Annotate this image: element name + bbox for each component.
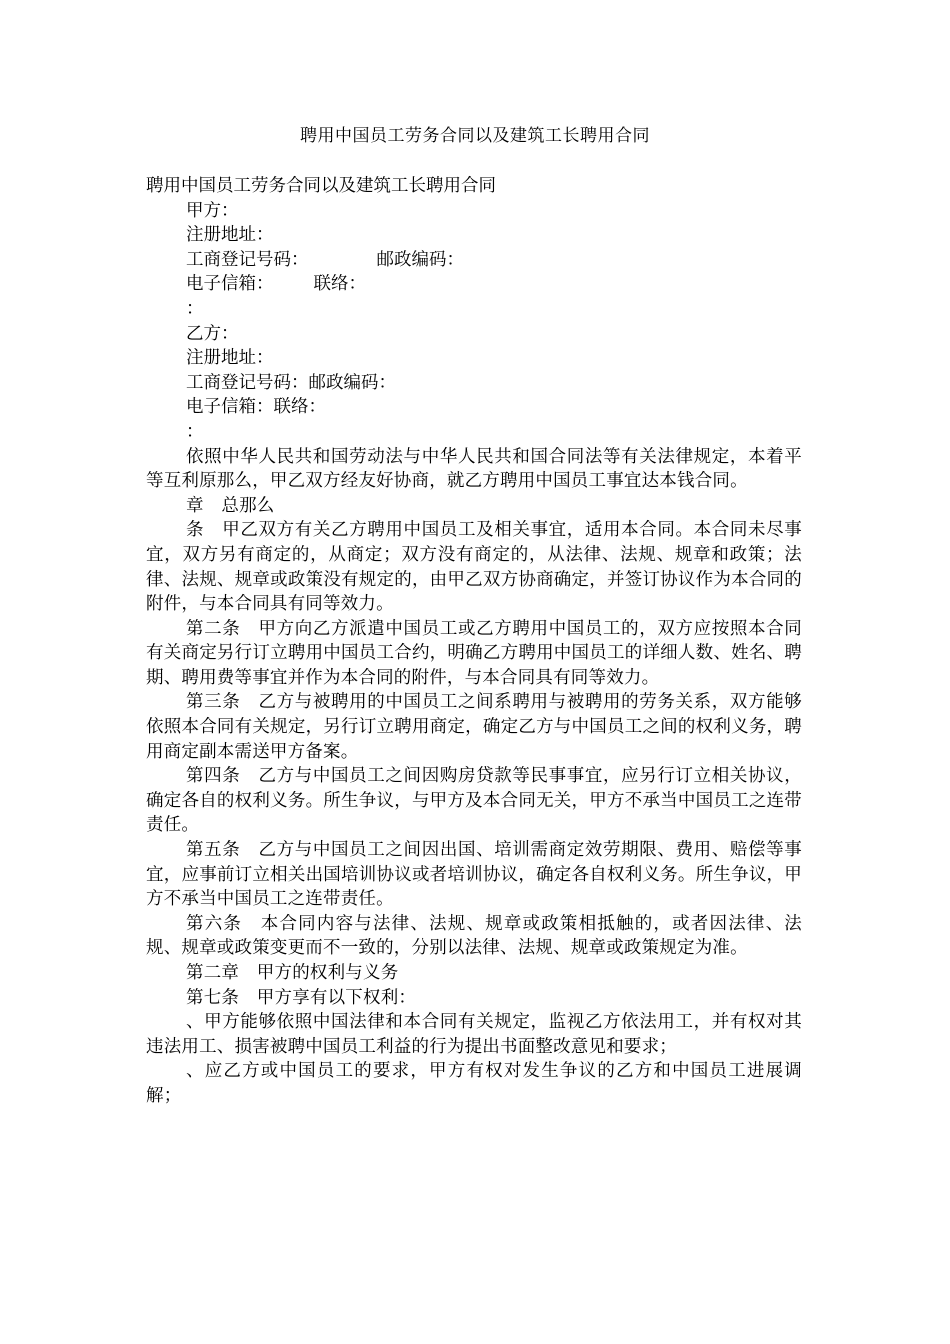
party-a-contact: 联络： — [313, 274, 366, 295]
party-b-label: 乙方： — [186, 323, 239, 344]
party-a-reg-no: 工商登记号码： — [186, 249, 309, 270]
party-a-colon: ： — [186, 298, 204, 319]
article-3: 第三条 乙方与被聘用的中国员工之间系聘用与被聘用的劳务关系，双方能够依照本合同有关规定，另行订立聘用商定，确定乙方与中国员工之间的权利义务，聘用商定副本需送甲方备案。 — [146, 692, 802, 762]
article-6: 第六条 本合同内容与法律、法规、规章或政策相抵触的，或者因法律、法规、规章或政策变更而不一致的，分别以法律、法规、规章或政策规定为准。 — [146, 913, 802, 959]
article-7-item-1: 、甲方能够依照中国法律和本合同有关规定，监视乙方依法用工，并有权对其违法用工、损害被聘中国员工利益的行为提出书面整改意见和要求； — [146, 1012, 802, 1057]
article-7: 第七条 甲方享有以下权利： — [186, 987, 417, 1008]
party-b-email-contact: 电子信箱：联络： — [186, 397, 326, 418]
paragraph-preamble: 依照中华人民共和国劳动法与中华人民共和国合同法等有关法律规定，本着平等互利原那么，甲乙双方经友好协商，就乙方聘用中国员工事宜达本钱合同。 — [146, 446, 802, 492]
party-a-postcode: 邮政编码： — [376, 249, 464, 270]
party-a-label: 甲方： — [186, 200, 239, 221]
party-a-address: 注册地址： — [186, 225, 274, 246]
article-1: 条 甲乙双方有关乙方聘用中国员工及相关事宜，适用本合同。本合同未尽事宜，双方另有商定的，从商定；双方没有商定的，从法律、法规、规章和政策；法律、法规、规章或政策没有规定的，由甲乙双方协商确定，并签订协议作为本合同的附件，与本合同具有同等效力。 — [146, 520, 802, 615]
party-b-colon: ： — [186, 421, 204, 442]
document-title: 聘用中国员工劳务合同以及建筑工长聘用合同 — [146, 176, 496, 196]
document-body — [146, 174, 802, 1109]
chapter-1-heading: 章 总那么 — [186, 495, 275, 516]
party-a-email-line — [146, 272, 802, 297]
party-a-reg-line — [146, 248, 802, 273]
page-header-title: 聘用中国员工劳务合同以及建筑工长聘用合同 — [300, 126, 650, 146]
party-a-email: 电子信箱： — [186, 274, 274, 295]
party-b-address: 注册地址： — [186, 348, 274, 369]
chapter-2-heading: 第二章 甲方的权利与义务 — [186, 963, 399, 983]
party-b-reg-postcode: 工商登记号码：邮政编码： — [186, 372, 396, 393]
article-5: 第五条 乙方与中国员工之间因出国、培训需商定效劳期限、费用、赔偿等事宜，应事前订立相关出国培训协议或者培训协议，确定各自权利义务。所生争议，甲方不承当中国员工之连带责任。 — [146, 840, 802, 910]
article-7-item-2: 、应乙方或中国员工的要求，甲方有权对发生争议的乙方和中国员工进展调解； — [146, 1061, 802, 1106]
article-2: 第二条 甲方向乙方派遣中国员工或乙方聘用中国员工的，双方应按照本合同有关商定另行订立聘用中国员工合约，明确乙方聘用中国员工的详细人数、姓名、聘期、聘用费等事宜并作为本合同的附件，与本合同具有同等效力。 — [146, 618, 802, 688]
article-4: 第四条 乙方与中国员工之间因购房贷款等民事事宜，应另行订立相关协议，确定各自的权利义务。所生争议，与甲方及本合同无关，甲方不承当中国员工之连带责任。 — [146, 766, 802, 836]
